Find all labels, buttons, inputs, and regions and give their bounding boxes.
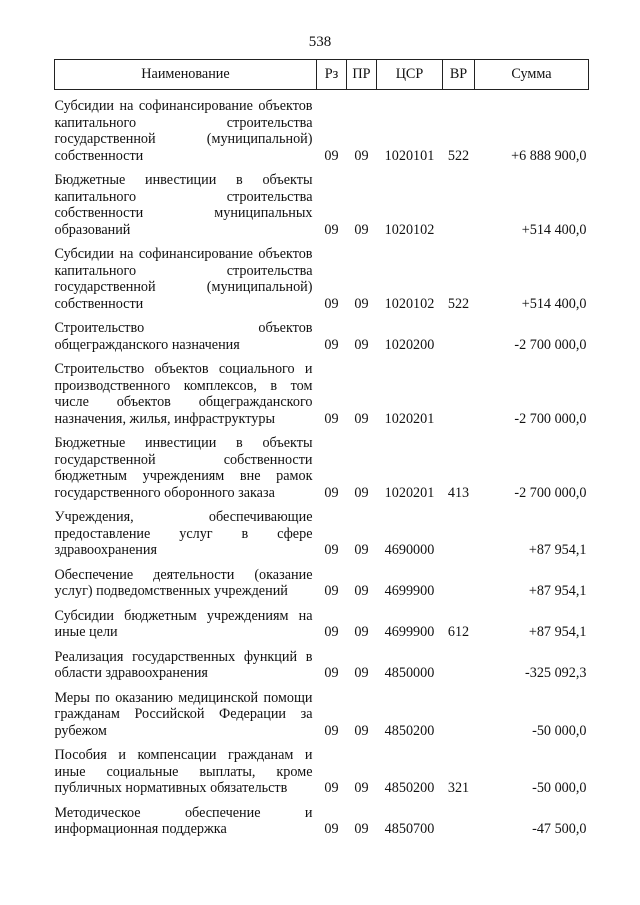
row-pr: 09 [354, 583, 369, 599]
row-sum: -50 000,0 [532, 780, 587, 796]
row-name: Субсидии на софинансирование объектов капитального строительства государственной (муниципальной) собственности [54, 246, 313, 312]
row-vr [443, 798, 475, 839]
row-sum: -2 700 000,0 [514, 410, 587, 427]
row-vr [443, 683, 475, 741]
row-vr [443, 165, 475, 239]
row-name: Обеспечение деятельности (оказание услуг) подведомственных учреждений [54, 566, 313, 599]
row-vr [443, 642, 475, 683]
row-name: Бюджетные инвестиции в объекты государственной собственности бюджетным учреждениям вне рамок государственного оборонного заказа [54, 435, 313, 501]
row-sum: +514 400,0 [521, 295, 587, 312]
budget-table [54, 59, 589, 839]
row-name: Строительство объектов социального и производственного комплексов, в том числе объектов общегражданского назначения, жилья, инфраструктуры [54, 361, 313, 427]
row-name: Бюджетные инвестиции в объекты капитального строительства собственности муниципальных образований [54, 172, 313, 238]
row-rz: 09 [324, 583, 339, 599]
row-rz: 09 [324, 780, 339, 796]
row-sum: +87 954,1 [528, 624, 587, 640]
row-name: Реализация государственных функций в области здравоохранения [54, 648, 313, 681]
row-pr: 09 [354, 221, 369, 238]
table-row [55, 354, 589, 428]
row-rz: 09 [324, 147, 339, 164]
row-sum: -47 500,0 [532, 821, 587, 837]
row-rz: 09 [324, 336, 339, 353]
table-row [55, 798, 589, 839]
row-name: Строительство объектов общегражданского назначения [54, 320, 313, 353]
table-row [55, 502, 589, 560]
row-name: Пособия и компенсации гражданам и иные социальные выплаты, кроме публичных нормативных обязательств [54, 747, 313, 796]
row-pr: 09 [354, 336, 369, 353]
table-row [55, 239, 589, 313]
row-name: Меры по оказанию медицинской помощи гражданам Российской Федерации за рубежом [54, 689, 313, 739]
row-vr [443, 502, 475, 560]
header-name: Наименование [55, 60, 317, 90]
header-rz: Рз [317, 60, 347, 90]
row-sum: +6 888 900,0 [511, 147, 587, 164]
row-csr: 1020201 [384, 484, 435, 501]
row-name: Методическое обеспечение и информационная поддержка [54, 804, 313, 837]
row-rz: 09 [324, 624, 339, 640]
row-vr [443, 354, 475, 428]
row-vr: 522 [447, 295, 470, 312]
row-rz: 09 [324, 722, 339, 739]
table-header [55, 60, 589, 90]
row-rz: 09 [324, 221, 339, 238]
row-rz: 09 [324, 484, 339, 501]
row-pr: 09 [354, 484, 369, 501]
row-vr [443, 560, 475, 601]
row-csr: 1020201 [384, 410, 435, 427]
header-pr: ПР [347, 60, 377, 90]
table-row [55, 683, 589, 741]
table-row [55, 740, 589, 798]
row-csr: 4850000 [384, 665, 435, 681]
header-sum: Сумма [475, 60, 589, 90]
row-pr: 09 [354, 722, 369, 739]
row-vr: 413 [447, 484, 470, 501]
table-row [55, 90, 589, 166]
row-sum: +87 954,1 [528, 583, 587, 599]
row-sum: +87 954,1 [528, 542, 587, 558]
table-row [55, 165, 589, 239]
row-vr: 522 [447, 147, 470, 164]
row-rz: 09 [324, 410, 339, 427]
row-pr: 09 [354, 295, 369, 312]
header-csr: ЦСР [377, 60, 443, 90]
row-csr: 4850700 [384, 821, 435, 837]
row-vr: 612 [447, 624, 470, 640]
row-sum: +514 400,0 [521, 221, 587, 238]
row-sum: -2 700 000,0 [514, 336, 587, 353]
table-row [55, 560, 589, 601]
row-pr: 09 [354, 147, 369, 164]
row-rz: 09 [324, 821, 339, 837]
row-name: Субсидии на софинансирование объектов капитального строительства государственной (муниципальной) собственности [54, 98, 313, 164]
row-rz: 09 [324, 295, 339, 312]
table-row [55, 428, 589, 502]
table-row [55, 642, 589, 683]
row-csr: 1020102 [384, 221, 435, 238]
row-csr: 4699900 [384, 583, 435, 599]
row-sum: -2 700 000,0 [514, 484, 587, 501]
row-pr: 09 [354, 780, 369, 796]
table-row [55, 313, 589, 354]
row-rz: 09 [324, 542, 339, 558]
row-csr: 4850200 [384, 780, 435, 796]
row-sum: -50 000,0 [532, 722, 587, 739]
row-pr: 09 [354, 624, 369, 640]
row-pr: 09 [354, 665, 369, 681]
row-csr: 4699900 [384, 624, 435, 640]
page-number: 538 [308, 34, 332, 50]
row-csr: 4690000 [384, 542, 435, 558]
row-rz: 09 [324, 665, 339, 681]
row-csr: 1020101 [384, 147, 435, 164]
row-sum: -325 092,3 [525, 665, 587, 681]
row-vr: 321 [447, 780, 470, 796]
row-csr: 4850200 [384, 722, 435, 739]
row-name: Субсидии бюджетным учреждениям на иные цели [54, 607, 313, 640]
table-body [55, 90, 589, 839]
header-vr: ВР [443, 60, 475, 90]
row-vr [443, 313, 475, 354]
table-row [55, 601, 589, 642]
row-pr: 09 [354, 542, 369, 558]
row-csr: 1020200 [384, 336, 435, 353]
row-csr: 1020102 [384, 295, 435, 312]
row-name: Учреждения, обеспечивающие предоставление услуг в сфере здравоохранения [54, 509, 313, 558]
row-pr: 09 [354, 821, 369, 837]
row-pr: 09 [354, 410, 369, 427]
